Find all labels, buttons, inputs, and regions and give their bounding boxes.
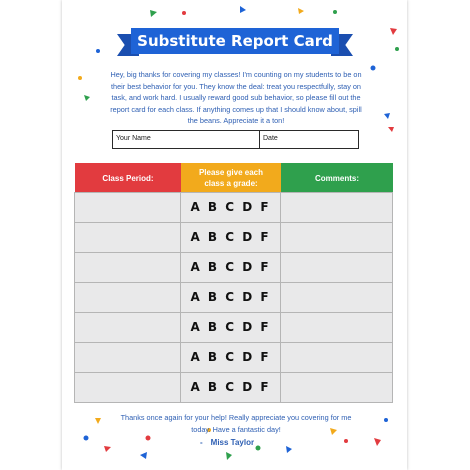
comments-cell[interactable] — [280, 342, 393, 373]
title-banner — [117, 28, 353, 58]
grade-options[interactable]: A B C D F — [180, 282, 281, 313]
table-row — [75, 223, 393, 253]
comments-cell[interactable] — [280, 192, 393, 223]
confetti-triangle — [150, 10, 157, 17]
confetti-triangle — [390, 28, 397, 35]
table-row — [75, 193, 393, 223]
name-field[interactable]: Your Name — [113, 131, 260, 148]
confetti-dot — [96, 49, 100, 53]
grade-options[interactable]: A B C D F — [180, 372, 281, 403]
class-period-cell[interactable] — [74, 222, 181, 253]
class-period-cell[interactable] — [74, 252, 181, 283]
class-period-cell[interactable] — [74, 192, 181, 223]
table-header — [75, 163, 393, 193]
header-comments: Comments: — [281, 163, 393, 193]
confetti-dot — [371, 66, 376, 71]
confetti-dot — [384, 418, 388, 422]
confetti-triangle — [140, 452, 147, 459]
signature — [200, 438, 254, 447]
header-grade — [181, 163, 281, 193]
confetti-triangle — [95, 418, 101, 424]
confetti-triangle — [298, 8, 304, 14]
confetti-dot — [84, 436, 89, 441]
comments-cell[interactable] — [280, 312, 393, 343]
comments-cell[interactable] — [280, 222, 393, 253]
signature-name: Miss Taylor — [210, 438, 255, 447]
confetti-dot — [333, 10, 337, 14]
class-period-cell[interactable] — [74, 282, 181, 313]
confetti-triangle — [388, 127, 394, 132]
comments-cell[interactable] — [280, 282, 393, 313]
class-period-cell[interactable] — [74, 342, 181, 373]
table-row — [75, 253, 393, 283]
intro-text: Hey, big thanks for covering my classes! I'm counting on my students to be on their best behavior for you. They know the deal: treat you respectfully, stay on task, and work hard. I usually reward good sub behavior, so please fill out the report card for each class. If anything comes up that I should know about, spill the beans. Appreciate it a ton! — [110, 70, 362, 126]
grade-options[interactable]: A B C D F — [180, 252, 281, 283]
grade-options[interactable]: A B C D F — [180, 192, 281, 223]
table-row — [75, 283, 393, 313]
name-date-fields — [112, 130, 359, 149]
header-class-period: Class Period: — [75, 163, 181, 193]
table-row — [75, 313, 393, 343]
confetti-triangle — [286, 446, 292, 453]
confetti-triangle — [384, 113, 390, 119]
comments-cell[interactable] — [280, 252, 393, 283]
signature-dash: - — [200, 438, 203, 447]
confetti-dot — [256, 446, 261, 451]
confetti-dot — [78, 76, 82, 80]
comments-cell[interactable] — [280, 372, 393, 403]
confetti-triangle — [104, 446, 111, 452]
header-grade-label: Please give each class a grade: — [198, 168, 264, 188]
table-row — [75, 343, 393, 373]
grade-options[interactable]: A B C D F — [180, 312, 281, 343]
confetti-dot — [395, 47, 399, 51]
confetti-dot — [182, 11, 186, 15]
confetti-triangle — [84, 95, 90, 101]
grade-table — [75, 163, 393, 403]
page-title: Substitute Report Card — [131, 28, 339, 54]
table-row — [75, 373, 393, 403]
confetti-dot — [344, 439, 348, 443]
class-period-cell[interactable] — [74, 372, 181, 403]
class-period-cell[interactable] — [74, 312, 181, 343]
confetti-triangle — [374, 438, 381, 446]
confetti-triangle — [226, 452, 232, 460]
confetti-triangle — [240, 6, 246, 13]
grade-options[interactable]: A B C D F — [180, 342, 281, 373]
confetti-dot — [146, 436, 151, 441]
date-field[interactable]: Date — [263, 135, 278, 142]
closing-text: Thanks once again for your help! Really appreciate you covering for me today. Have a fantastic day! — [120, 413, 352, 434]
grade-options[interactable]: A B C D F — [180, 222, 281, 253]
